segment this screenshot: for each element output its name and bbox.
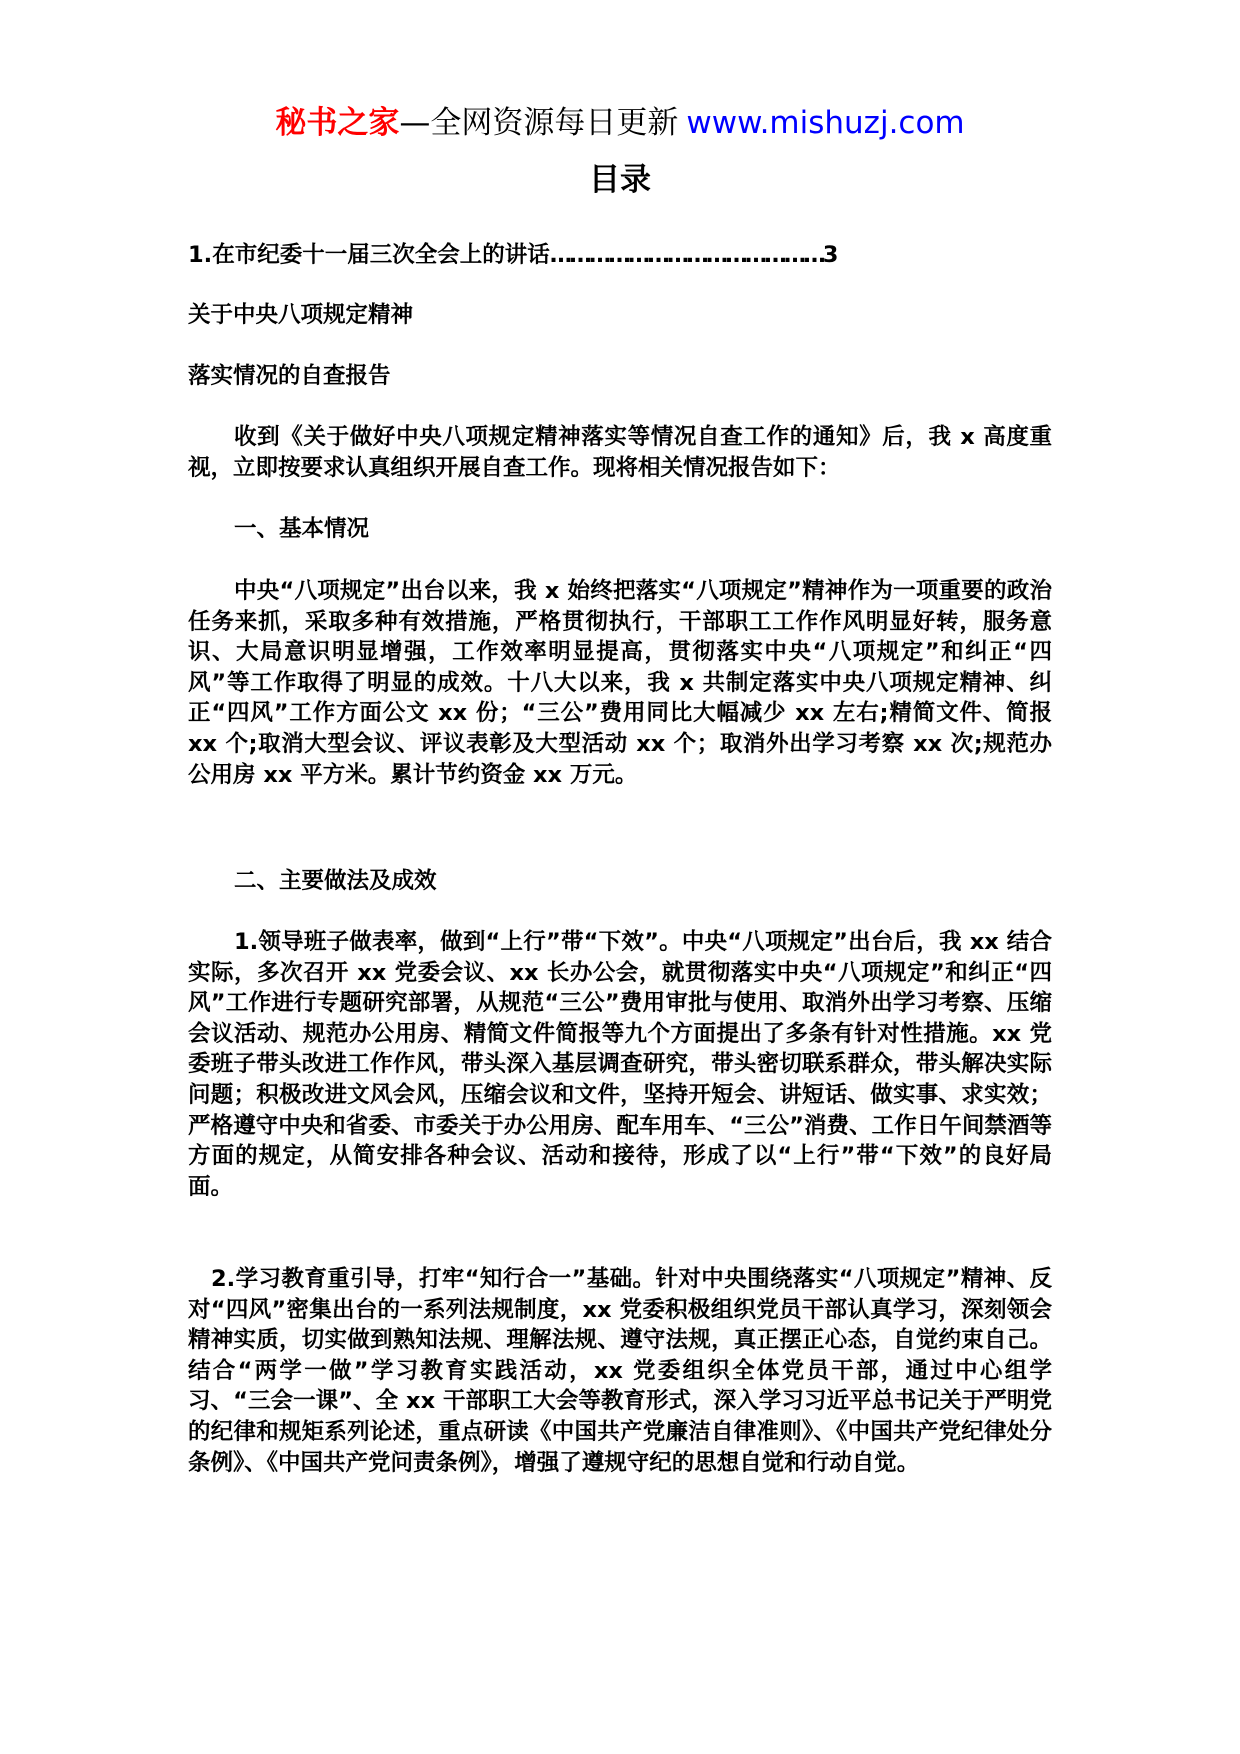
banner-tagline: —全网资源每日更新	[399, 105, 679, 141]
toc-entry-label: 1.在市纪委十一届三次全会上的讲话	[188, 242, 550, 268]
section-1-paragraph: 中央“八项规定”出台以来，我 x 始终把落实“八项规定”精神作为一项重要的政治任务来抓，采取多种有效措施，严格贯彻执行，干部职工工作作风明显好转，服务意识、大局意识明显增强，工作效率明显提高，贯彻落实中央“八项规定”和纠正“四风”等工作取得了明显的成效。十八大以来，我 x 共制定落实中央八项规定精神、纠正“四风”工作方面公文 xx 份；“三公”费用同比大幅减少 xx 左右;精简文件、简报 xx 个;取消大型会议、评议表彰及大型活动 xx 个；取消外出学习考察 xx 次;规范办公用房 xx 平方米。累计节约资金 xx 万元。	[188, 578, 1052, 788]
brand-name: 秘书之家	[275, 105, 400, 141]
section-2-heading: 二、主要做法及成效	[234, 868, 437, 894]
toc-leader-dots: ……………………………………	[549, 242, 823, 268]
site-url-link[interactable]: www.mishuzj.com	[686, 105, 965, 141]
section-1-heading: 一、基本情况	[234, 516, 370, 542]
report-title-line-1: 关于中央八项规定精神	[188, 302, 414, 328]
site-banner	[0, 103, 1240, 143]
intro-paragraph: 收到《关于做好中央八项规定精神落实等情况自查工作的通知》后，我 x 高度重视，立即按要求认真组织开展自查工作。现将相关情况报告如下：	[188, 424, 1052, 481]
page-title: 目录	[589, 162, 651, 198]
toc-page-number: 3	[822, 242, 839, 268]
item-2-paragraph: 2.学习教育重引导，打牢“知行合一”基础。针对中央围绕落实“八项规定”精神、反对“四风”密集出台的一系列法规制度，xx 党委积极组织党员干部认真学习，深刻领会精神实质，切实做到熟知法规、理解法规、遵守法规，真正摆正心态，自觉约束自己。结合“两学一做”学习教育实践活动，xx 党委组织全体党员干部，通过中心组学习、“三会一课”、全 xx 干部职工大会等教育形式，深入学习习近平总书记关于严明党的纪律和规矩系列论述，重点研读《中国共产党廉洁自律准则》、《中国共产党纪律处分条例》、《中国共产党问责条例》，增强了遵规守纪的思想自觉和行动自觉。	[188, 1266, 1052, 1476]
item-1-paragraph: 1.领导班子做表率，做到“上行”带“下效”。中央“八项规定”出台后，我 xx 结合实际，多次召开 xx 党委会议、xx 长办公会，就贯彻落实中央“八项规定”和纠正“四风”工作进行专题研究部署，从规范“三公”费用审批与使用、取消外出学习考察、压缩会议活动、规范办公用房、精简文件简报等九个方面提出了多条有针对性措施。xx 党委班子带头改进工作作风，带头深入基层调查研究，带头密切联系群众，带头解决实际问题；积极改进文风会风，压缩会议和文件，坚持开短会、讲短话、做实事、求实效；严格遵守中央和省委、市委关于办公用房、配车用车、“三公”消费、工作日午间禁酒等方面的规定，从简安排各种会议、活动和接待，形成了以“上行”带“下效”的良好局面。	[188, 929, 1052, 1200]
toc-entry[interactable]	[188, 240, 838, 270]
report-title-line-2: 落实情况的自查报告	[188, 363, 391, 389]
